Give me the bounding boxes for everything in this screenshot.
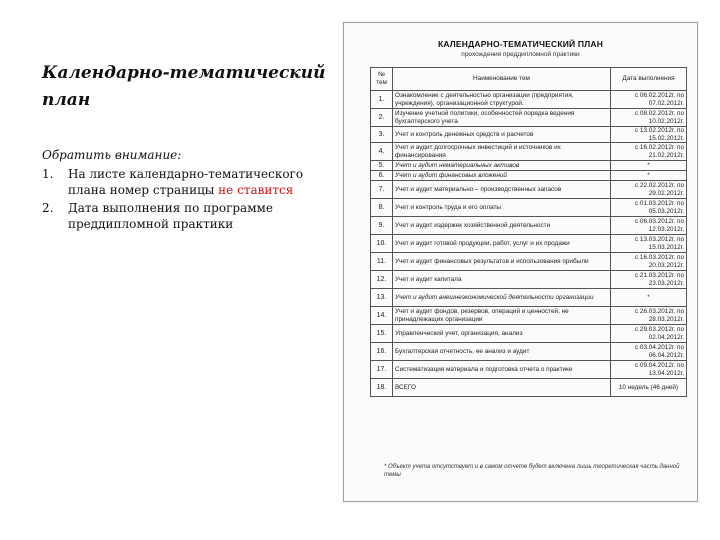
row-topic: Ознакомление с деятельностью организации (предприятия, учреждения), организационной структурой. [393, 91, 611, 109]
row-number: 15. [371, 325, 393, 343]
notes-list [42, 166, 332, 232]
row-date: с 08.02.2012г. по 10.02.2012г. [611, 109, 687, 127]
table-row [371, 143, 687, 161]
table-row [371, 161, 687, 171]
table-row [371, 343, 687, 361]
row-number: 7. [371, 181, 393, 199]
row-date: с 06.02.2012г. по 07.02.2012г. [611, 91, 687, 109]
table-row [371, 199, 687, 217]
table-row [371, 325, 687, 343]
row-topic: Учет и аудит капитала [393, 271, 611, 289]
document-footnote: * Объект учета отсутствует и в самом отчете будет включена лишь теоретическая часть данной темы [384, 464, 680, 478]
row-date: с 09.04.2012г. по 13.04.2012г. [611, 361, 687, 379]
row-number: 5. [371, 161, 393, 171]
note-header: Обратить внимание: [42, 148, 182, 162]
row-topic: Учет и аудит внешнеэкономической деятельности организации [393, 289, 611, 307]
row-number: 9. [371, 217, 393, 235]
row-date: с 16.02.2012г. по 21.02.2012г. [611, 143, 687, 161]
col-header-num: № тем [371, 68, 393, 91]
note-item [42, 166, 332, 198]
slide-text-panel [42, 60, 332, 234]
table-row [371, 307, 687, 325]
table-header-row [371, 68, 687, 91]
table-row [371, 109, 687, 127]
note-text [68, 166, 332, 198]
row-date: с 13.02.2012г. по 15.02.2012г. [611, 127, 687, 143]
row-topic: Бухгалтерская отчетность, ее анализ и аудит [393, 343, 611, 361]
row-topic: Учет и аудит материально – производственных запасов [393, 181, 611, 199]
row-date: * [611, 171, 687, 181]
col-header-name: Наименование тем [393, 68, 611, 91]
table-row [371, 171, 687, 181]
table-body [371, 91, 687, 397]
plan-table [370, 67, 687, 397]
row-number: 11. [371, 253, 393, 271]
note-number: 2. [42, 201, 54, 215]
row-number: 2. [371, 109, 393, 127]
note-text: Дата выполнения по программе преддипломной практики [68, 201, 273, 231]
row-number: 3. [371, 127, 393, 143]
row-topic: Учет и аудит фондов, резервов, операций и ценностей, не принадлежащих организации [393, 307, 611, 325]
note-highlight: не ставится [218, 183, 294, 197]
row-topic: Изучение учетной политики, особенностей порядка ведения бухгалтерского учета [393, 109, 611, 127]
row-number: 12. [371, 271, 393, 289]
row-number: 18. [371, 379, 393, 397]
note-item [42, 200, 332, 232]
table-row [371, 361, 687, 379]
row-number: 6. [371, 171, 393, 181]
row-date: 10 недель (46 дней) [611, 379, 687, 397]
document-subtitle: прохождения преддипломной практики [461, 51, 580, 58]
row-date: * [611, 289, 687, 307]
row-date: с 01.03.2012г. по 05.03.2012г. [611, 199, 687, 217]
row-date: с 16.03.2012г. по 20.03.2012г. [611, 253, 687, 271]
row-topic: Учет и аудит готовой продукции, работ, услуг и их продажи [393, 235, 611, 253]
table-row [371, 379, 687, 397]
row-date: с 22.02.2012г. по 29.02.2012г. [611, 181, 687, 199]
row-date: с 03.04.2012г. по 06.04.2012г. [611, 343, 687, 361]
row-number: 13. [371, 289, 393, 307]
row-topic: Учет и контроль труда и его оплаты [393, 199, 611, 217]
row-topic: Учет и аудит долгосрочных инвестиций и источников их финансирования [393, 143, 611, 161]
row-topic: Систематизация материала и подготовка отчета о практике [393, 361, 611, 379]
table-row [371, 127, 687, 143]
table-row [371, 217, 687, 235]
row-topic: Учет и аудит нематериальных активов [393, 161, 611, 171]
table-row [371, 91, 687, 109]
table-row [371, 235, 687, 253]
row-number: 4. [371, 143, 393, 161]
row-topic: Учет и контроль денежных средств и расчетов [393, 127, 611, 143]
row-topic: Учет и аудит издержек хозяйственной деятельности [393, 217, 611, 235]
row-date: с 21.03.2012г. по 23.03.2012г. [611, 271, 687, 289]
row-topic: Учет и аудит финансовых результатов и использования прибыли [393, 253, 611, 271]
row-topic: Управленческий учет, организация, анализ [393, 325, 611, 343]
row-date: с 13.03.2012г. по 15.03.2012г. [611, 235, 687, 253]
note-number: 1. [42, 167, 54, 181]
table-row [371, 253, 687, 271]
row-date: с 06.03.2012г. по 12.03.2012г. [611, 217, 687, 235]
row-number: 16. [371, 343, 393, 361]
col-header-date: Дата выполнения [611, 68, 687, 91]
row-topic: ВСЕГО [393, 379, 611, 397]
note-text-main: На листе календарно-тематического плана номер страницы [68, 167, 304, 197]
slide-title: Календарно-тематический план [42, 63, 326, 110]
row-number: 10. [371, 235, 393, 253]
document-title: КАЛЕНДАРНО-ТЕМАТИЧЕСКИЙ ПЛАН [437, 39, 604, 49]
table-row [371, 289, 687, 307]
row-date: с 26.03.2012г. по 28.03.2012г. [611, 307, 687, 325]
row-topic: Учет и аудит финансовых вложений [393, 171, 611, 181]
row-number: 1. [371, 91, 393, 109]
row-date: * [611, 161, 687, 171]
scanned-document [343, 22, 698, 502]
row-number: 14. [371, 307, 393, 325]
table-row [371, 271, 687, 289]
row-number: 17. [371, 361, 393, 379]
row-date: с 29.03.2012г. по 02.04.2012г. [611, 325, 687, 343]
row-number: 8. [371, 199, 393, 217]
table-row [371, 181, 687, 199]
